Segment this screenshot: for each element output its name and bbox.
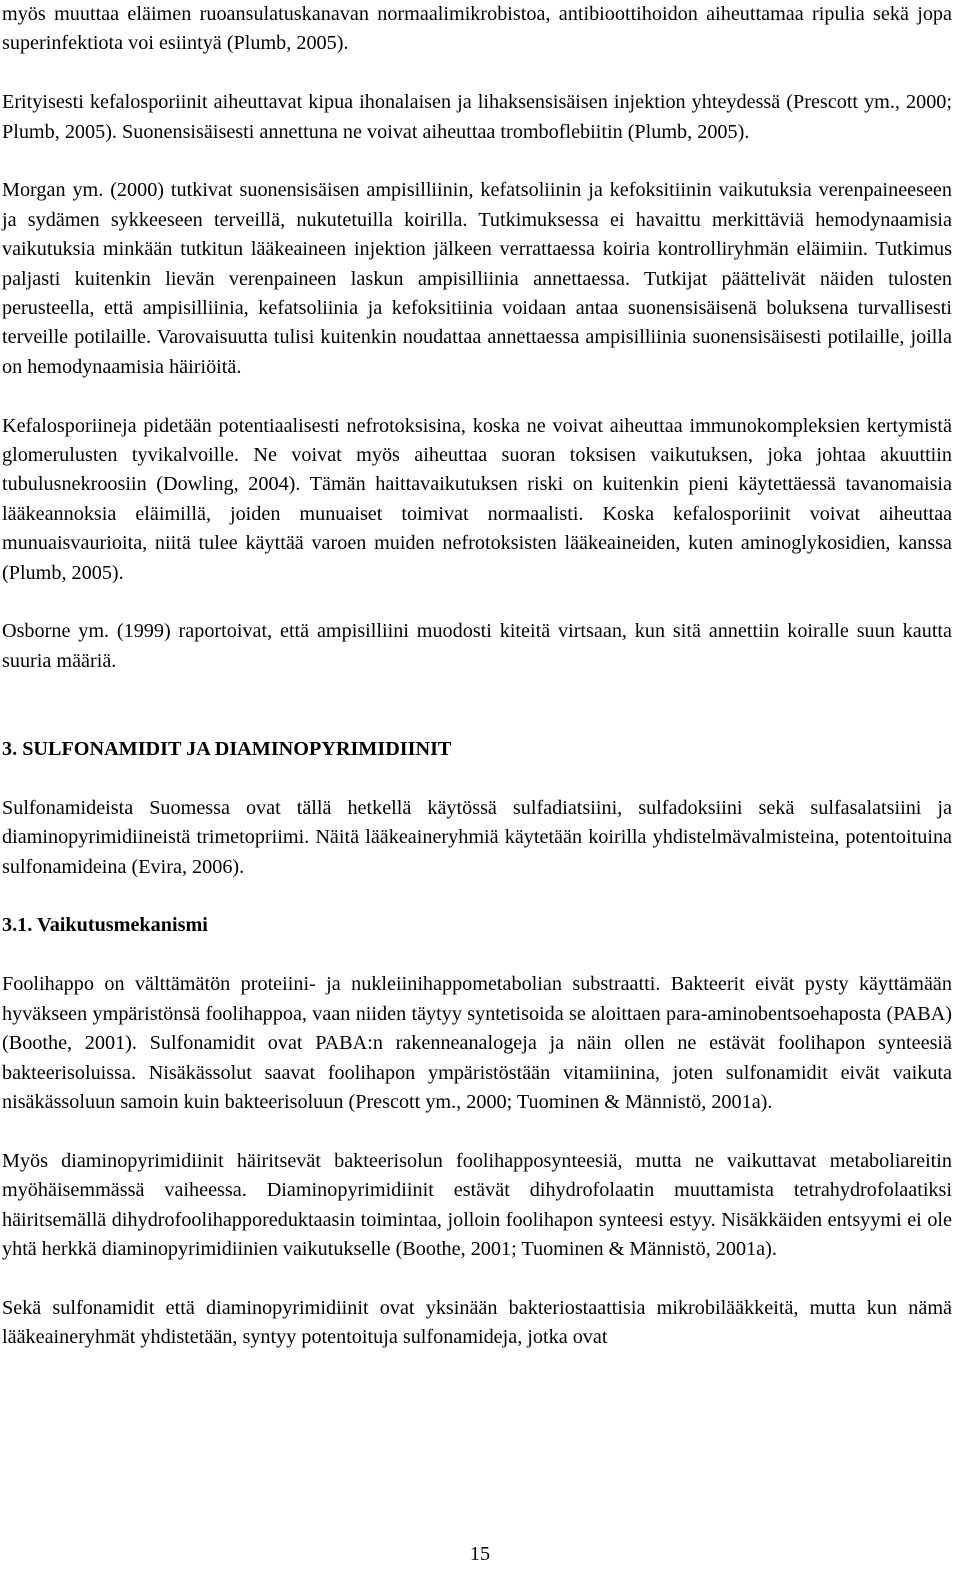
paragraph-cephalosporin-pain: Erityisesti kefalosporiinit aiheuttavat kipua ihonalaisen ja lihaksensisäisen injektion yhteydessä (Prescott ym., 2000; Plumb, 2005). Suonensisäisesti annettuna ne voivat aiheuttaa tromboflebiitin (Plumb, 2005). bbox=[2, 91, 952, 143]
section-heading: 3. SULFONAMIDIT JA DIAMINOPYRIMIDIINIT bbox=[2, 738, 452, 761]
paragraph-morgan-study: Morgan ym. (2000) tutkivat suonensisäisen ampisilliinin, kefatsoliinin ja kefoksitiinin vaikutuksia verenpaineeseen ja sydämen sykkeeseen terveillä, nukutetuilla koirilla. Tutkimuksessa ei havaittu merkittäviä hemodynaamisia vaikutuksia minkään tutkitun lääkeaineen injektion jälkeen verrattaessa koiria kontrolliryhmän eläimiin. Tutkimus paljasti kuitenkin lievän verenpaineen laskun ampisilliinia annettaessa. Tutkijat päättelivät näiden tulosten perusteella, että ampisilliinia, kefatsoliinia ja kefoksitiinia voidaan antaa suonensisäisenä boluksena turvallisesti terveille potilaille. Varovaisuutta tulisi kuitenkin noudattaa annettaessa ampisilliinia suonensisäisesti potilaille, joilla on hemodynaamisia häiriöitä. bbox=[2, 179, 952, 378]
paragraph-combination: Sekä sulfonamidit että diaminopyrimidiinit ovat yksinään bakteriostaattisia mikrobilääkkeitä, mutta kun nämä lääkeaineryhmät yhdistetään, syntyy potentoituja sulfonamideja, jotka ovat bbox=[2, 1296, 952, 1349]
page-number: 15 bbox=[469, 1543, 491, 1565]
paragraph-nephrotoxicity: Kefalosporiineja pidetään potentiaalisesti nefrotoksisina, koska ne voivat aiheuttaa immunokompleksien kertymistä glomerulusten tyvikalvoille. Ne voivat myös aiheuttaa suoran toksisen vaikutuksen, joka johtaa akuuttiin tubulusnekroosiin (Dowling, 2004). Tämän haittavaikutuksen riski on kuitenkin pieni käytettäessä tavanomaisia lääkeannoksia eläimillä, joiden munuaiset toimivat normaalisti. Koska kefalosporiinit voivat aiheuttaa munuaisvaurioita, niitä tulee käyttää varoen muiden nefrotoksisten lääkeaineiden, kuten aminoglykosidien, kanssa (Plumb, 2005). bbox=[2, 414, 952, 584]
paragraph-osborne: Osborne ym. (1999) raportoivat, että ampisilliini muodosti kiteitä virtsaan, kun sitä annettiin koiralle suun kautta suuria määriä. bbox=[2, 620, 952, 672]
paragraph-folic-acid: Foolihappo on välttämätön proteiini- ja nukleiinihappometabolian substraatti. Bakteerit eivät pysty käyttämään hyväkseen ympäristönsä foolihappoa, vaan niiden täytyy syntetisoida se aloittaen para-aminobentsoehaposta (PABA) (Boothe, 2001). Sulfonamidit ovat PABA:n rakenneanalogeja ja näin ollen ne estävät foolihapon synteesiä bakteerisoluissa. Nisäkässolut saavat foolihapon ympäristöstään vitamiinina, joten sulfonamidit eivät vaikuta nisäkässoluun samoin kuin bakteerisoluun (Prescott ym., 2000; Tuominen & Männistö, 2001a). bbox=[2, 973, 952, 1113]
page-body bbox=[2, 0, 952, 1353]
paragraph-continuation: myös muuttaa eläimen ruoansulatuskanavan normaalimikrobistoa, antibioottihoidon aiheuttamaa ripulia sekä jopa superinfektiota voi esiintyä (Plumb, 2005). bbox=[2, 3, 952, 55]
paragraph-diaminopyrimidines: Myös diaminopyrimidiinit häiritsevät bakteerisolun foolihapposynteesiä, mutta ne vaikuttavat metaboliareitin myöhäisemmässä vaiheessa. Diaminopyrimidiinit estävät dihydrofolaatin muuttamista tetrahydrofolaatiksi häiritsemällä dihydrofoolihapporeduktaasin toimintaa, jolloin foolihapon synteesi estyy. Nisäkkäiden entsyymi ei ole yhtä herkkä diaminopyrimidiinien vaikutukselle (Boothe, 2001; Tuominen & Männistö, 2001a). bbox=[2, 1149, 952, 1260]
subsection-heading: 3.1. Vaikutusmekanismi bbox=[2, 914, 208, 937]
section-intro-paragraph: Sulfonamideista Suomessa ovat tällä hetkellä käytössä sulfadiatsiini, sulfadoksiini sekä sulfasalatsiini ja diaminopyrimidiineistä trimetopriimi. Näitä lääkeaineryhmiä käytetään koirilla yhdistelmävalmisteina, potentoituina sulfonamideina (Evira, 2006). bbox=[2, 796, 952, 878]
